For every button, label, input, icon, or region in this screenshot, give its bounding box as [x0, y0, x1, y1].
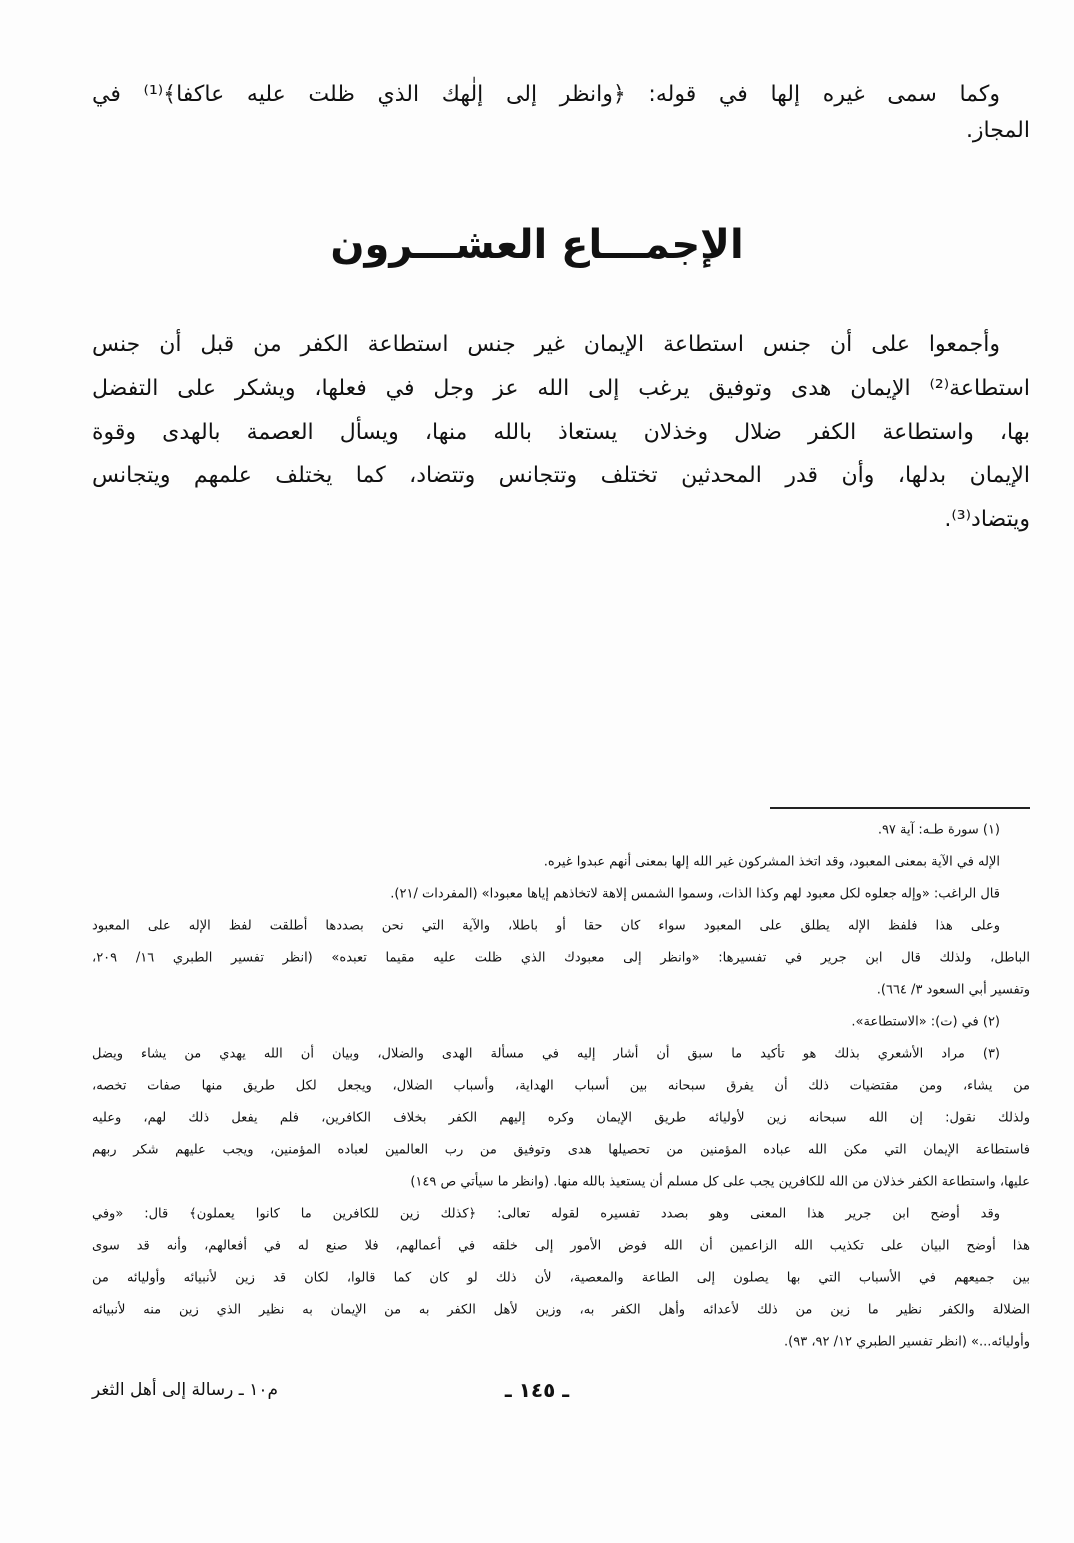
footnote-line: الإله في الآية بمعنى المعبود، وقد اتخذ المشركون غير الله إلها بمعنى أنهم عبدوا غيره. [543, 854, 1000, 870]
intro-line: وكما سمى غيره إلها في قوله: ﴿وانظر إلى إلٰهك الذي ظلت عليه عاكفا﴾⁽¹⁾ في [92, 82, 1000, 107]
body-line: استطاعة⁽²⁾ الإيمان هدى وتوفيق يرغب إلى الله عز وجل في فعلها، ويشكر على التفضل [92, 376, 1030, 401]
footnote-line: وأوليائه...» (انظر تفسير الطبري ١٢/ ٩٢، ٩٣). [784, 1334, 1030, 1350]
section-title: الإجمـــاع العشـــرون [330, 222, 744, 268]
footnote-line: ولذلك نقول: إن الله سبحانه زين لأوليائه طريق الإيمان وكره إليهم الكفر بخلاف الكافرين، فلم يفعل ذلك لهم، وعليه [92, 1110, 1030, 1126]
footnote-line: من يشاء، ومن مقتضيات ذلك أن يفرق سبحانه بين أسباب الهداية، وأسباب الضلال، ويجعل لكل طريق منها صفات تخصه، [92, 1078, 1030, 1094]
footnote-line: وتفسير أبي السعود ٣/ ٦٦٤). [876, 982, 1030, 998]
footnote-line: فاستطاعة الإيمان التي مكن الله عباده المؤمنين من تحصيلها هدى وتوفيق من رب العالمين لعباده المؤمنين، ويجب عليهم شكر ربهم [92, 1142, 1030, 1158]
body-line: الإيمان بدلها، وأن قدر المحدثين تختلف وتتجانس وتتضاد، كما يختلف علمهم ويتجانس [92, 463, 1030, 488]
page-number: ـ ١٤٥ ـ [504, 1378, 570, 1402]
body-line: وأجمعوا على أن جنس استطاعة الإيمان غير جنس استطاعة الكفر من قبل أن جنس [92, 332, 1000, 357]
footnote-line: وقد أوضح ابن جرير هذا المعنى وهو بصدد تفسيره لقوله تعالى: ﴿كذلك زين للكافرين ما كانوا يعملون﴾ قال: «وفي [92, 1206, 1000, 1222]
footnote-line: (٢) في (ت): «الاستطاعة». [851, 1014, 1000, 1030]
footnote-line: عليها، واستطاعة الكفر خذلان من الله للكافرين يجب على كل مسلم أن يستعيذ بالله منها. (وانظر ما سيأتي ص ١٤٩) [410, 1174, 1030, 1190]
footnote-separator [770, 807, 1030, 809]
body-line: ويتضاد⁽³⁾. [944, 507, 1030, 532]
footnote-line: الباطل، ولذلك قال ابن جرير في تفسيرها: «وانظر إلى معبودك الذي ظلت عليه مقيما تعبده» (انظر تفسير الطبري ١٦/ ٢٠٩، [92, 950, 1030, 966]
body-line: بها، واستطاعة الكفر ضلال وخذلان يستعاذ بالله منها، ويسأل العصمة بالهدى وقوة [92, 420, 1030, 445]
footnote-line: بين جميعهم في الأسباب التي بها يصلون إلى الطاعة والمعصية، لأن ذلك لو كان كما قالوا، لكان قد زين لأنبيائه وأوليائه من [92, 1270, 1030, 1286]
footnote-line: الضلالة والكفر نظير ما زين من ذلك لأعدائه وأهل الكفر به، وزين لأهل الكفر به من الإيمان به نظير الذي زين منه لأنبيائه [92, 1302, 1030, 1318]
footnote-line: (١) سورة طـه: آية ٩٧. [877, 822, 1000, 838]
intro-line: المجاز. [965, 118, 1030, 143]
footnote-line: وعلى هذا فلفظ الإله يطلق على المعبود سواء كان حقا أو باطلا، والآية التي نحن بصددها أطلقت لفظ الإله على المعبود [92, 918, 1000, 934]
book-signature: م١٠ ـ رسالة إلى أهل الثغر [92, 1380, 278, 1400]
footnote-line: (٣) مراد الأشعري بذلك هو تأكيد ما سبق أن أشار إليه في مسألة الهدى والضلال، وبيان أن الله يهدي من يشاء ويضل [92, 1046, 1000, 1062]
footnote-line: هذا أوضح البيان على تكذيب الله الزاعمين أن الله فوض الأمور إلى خلقه في أعمالهم، فلا صنع له في أفعالهم، وأنه قد سوى [92, 1238, 1030, 1254]
footnote-line: قال الراغب: «وإله جعلوه لكل معبود لهم وكذا الذات، وسموا الشمس إلاهة لاتخاذهم إياها معبودا» (المفردات /٢١). [390, 886, 1000, 902]
